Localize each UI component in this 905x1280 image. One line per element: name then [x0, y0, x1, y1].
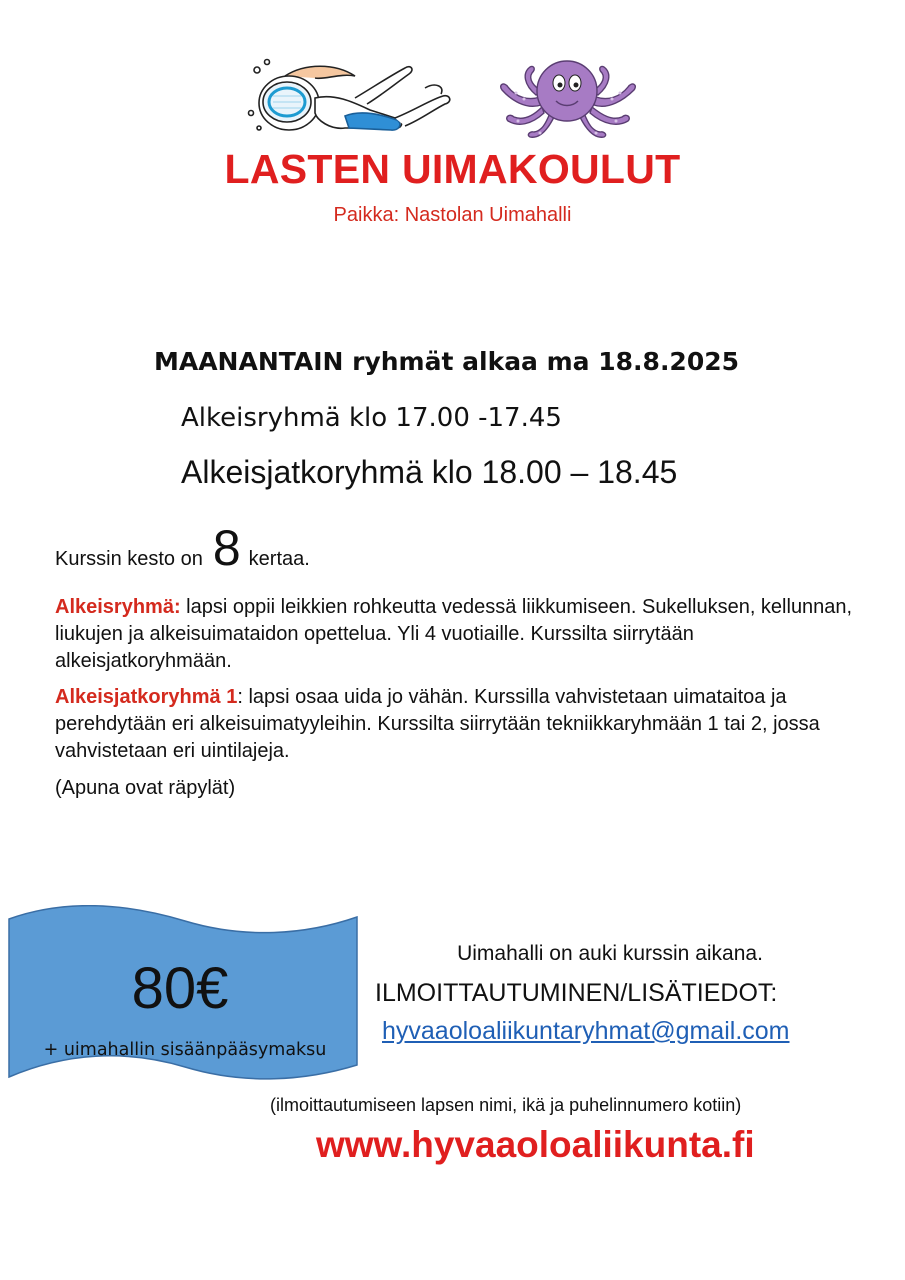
beginner-text: lapsi oppii leikkien rohkeutta vedessä liikkumiseen. Sukelluksen, kellunnan, liukujen ja alkeisuimataidon opettelua. Yli 4 vuotiaille. Kurssilta siirrytään alkeisjatkoryhmään. [55, 596, 853, 672]
swimming-child-icon [245, 58, 455, 140]
price-note: + uimahallin sisäänpääsymaksu [43, 1040, 327, 1060]
website-link[interactable]: www.hyvaaoloaliikunta.fi [316, 1124, 755, 1165]
beginner-label: Alkeisryhmä: [55, 596, 181, 618]
schedule-heading: MAANANTAIN ryhmät alkaa ma 18.8.2025 [153, 347, 740, 376]
page-title: LASTEN UIMAKOULUT [224, 146, 681, 192]
email-link[interactable]: hyvaaoloaliikuntaryhmat@gmail.com [382, 1017, 790, 1045]
duration-suffix: kertaa. [248, 548, 310, 570]
registration-heading: ILMOITTAUTUMINEN/LISÄTIEDOT: [375, 979, 778, 1007]
registration-note: (ilmoittautumiseen lapsen nimi, ikä ja puhelinnumero kotiin) [270, 1095, 742, 1115]
price-amount: 80€ [131, 956, 229, 1021]
continuation-text: : lapsi osaa uida jo vähän. Kurssilla vahvistetaan uimataitoa ja perehdytään eri alkeisuimatyyleihin. Kurssilta siirrytään tekniikkaryhmään 1 tai 2, jossa vahvistetaan eri uintilajeja. [55, 686, 820, 762]
group1-schedule: Alkeisryhmä klo 17.00 -17.45 [181, 403, 562, 433]
flippers-note: (Apuna ovat räpylät) [55, 777, 236, 799]
description-continuation [55, 684, 855, 765]
group2-schedule: Alkeisjatkoryhmä klo 18.00 – 18.45 [181, 454, 678, 490]
course-duration [55, 519, 310, 577]
duration-prefix: Kurssin kesto on [55, 548, 203, 570]
duration-count: 8 [212, 520, 241, 576]
octopus-icon [496, 55, 642, 141]
location-text: Paikka: Nastolan Uimahalli [333, 204, 572, 226]
description-beginner [55, 594, 855, 675]
pool-open-text: Uimahalli on auki kurssin aikana. [457, 942, 763, 965]
continuation-label: Alkeisjatkoryhmä 1 [55, 686, 238, 708]
